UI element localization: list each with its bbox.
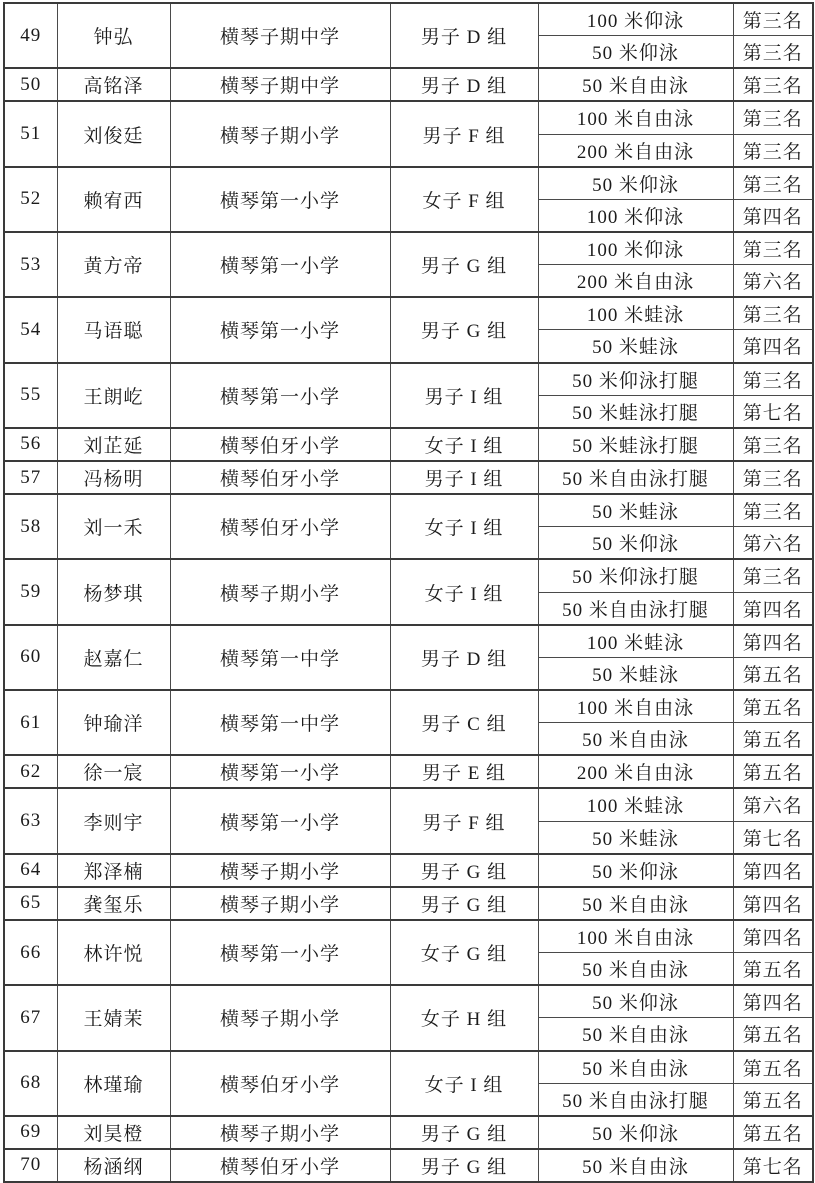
cell-number: 58	[4, 494, 57, 559]
cell-group: 男子 I 组	[390, 363, 538, 428]
cell-name: 林许悦	[57, 920, 170, 985]
cell-rank: 第四名	[733, 625, 813, 658]
cell-name: 龚玺乐	[57, 887, 170, 920]
cell-event: 100 米蛙泳	[538, 297, 733, 330]
table-row	[4, 625, 813, 658]
cell-rank: 第四名	[733, 330, 813, 363]
cell-rank: 第三名	[733, 494, 813, 527]
cell-name: 黄方帝	[57, 232, 170, 297]
cell-group: 女子 I 组	[390, 1051, 538, 1116]
cell-number: 54	[4, 297, 57, 362]
cell-group: 男子 E 组	[390, 755, 538, 788]
cell-group: 女子 I 组	[390, 494, 538, 559]
cell-rank: 第三名	[733, 461, 813, 494]
cell-event: 100 米仰泳	[538, 199, 733, 232]
cell-school: 横琴伯牙小学	[170, 1051, 390, 1116]
cell-name: 杨涵纲	[57, 1149, 170, 1182]
cell-rank: 第五名	[733, 1083, 813, 1116]
cell-event: 50 米自由泳	[538, 723, 733, 756]
cell-rank: 第四名	[733, 854, 813, 887]
cell-group: 女子 F 组	[390, 167, 538, 232]
cell-event: 50 米蛙泳	[538, 657, 733, 690]
cell-event: 50 米蛙泳	[538, 494, 733, 527]
cell-event: 50 米自由泳打腿	[538, 592, 733, 625]
cell-event: 50 米蛙泳	[538, 330, 733, 363]
table-row	[4, 363, 813, 396]
cell-number: 60	[4, 625, 57, 690]
cell-event: 50 米仰泳	[538, 854, 733, 887]
cell-event: 50 米蛙泳	[538, 821, 733, 854]
cell-event: 50 米自由泳打腿	[538, 461, 733, 494]
cell-event: 50 米自由泳	[538, 1149, 733, 1182]
cell-rank: 第三名	[733, 101, 813, 134]
cell-group: 男子 D 组	[390, 68, 538, 101]
cell-rank: 第五名	[733, 1018, 813, 1051]
cell-school: 横琴子期中学	[170, 3, 390, 68]
table-row	[4, 920, 813, 953]
cell-rank: 第三名	[733, 428, 813, 461]
cell-school: 横琴第一小学	[170, 755, 390, 788]
cell-group: 男子 F 组	[390, 788, 538, 853]
cell-group: 男子 I 组	[390, 461, 538, 494]
results-page	[3, 2, 812, 1183]
cell-group: 女子 G 组	[390, 920, 538, 985]
cell-group: 男子 C 组	[390, 690, 538, 755]
cell-school: 横琴子期小学	[170, 101, 390, 166]
cell-rank: 第四名	[733, 592, 813, 625]
cell-event: 50 米仰泳打腿	[538, 363, 733, 396]
table-row	[4, 985, 813, 1018]
cell-group: 男子 G 组	[390, 297, 538, 362]
cell-school: 横琴第一小学	[170, 297, 390, 362]
table-row	[4, 755, 813, 788]
cell-event: 100 米自由泳	[538, 920, 733, 953]
cell-event: 50 米自由泳	[538, 68, 733, 101]
cell-event: 100 米自由泳	[538, 690, 733, 723]
cell-event: 50 米蛙泳打腿	[538, 428, 733, 461]
cell-rank: 第三名	[733, 134, 813, 167]
cell-rank: 第三名	[733, 559, 813, 592]
cell-group: 女子 I 组	[390, 428, 538, 461]
cell-school: 横琴第一中学	[170, 690, 390, 755]
cell-name: 冯杨明	[57, 461, 170, 494]
cell-event: 200 米自由泳	[538, 755, 733, 788]
cell-event: 50 米仰泳	[538, 527, 733, 560]
cell-group: 男子 D 组	[390, 625, 538, 690]
cell-school: 横琴子期小学	[170, 887, 390, 920]
cell-rank: 第三名	[733, 68, 813, 101]
cell-school: 横琴子期小学	[170, 1116, 390, 1149]
cell-number: 59	[4, 559, 57, 624]
cell-rank: 第三名	[733, 167, 813, 200]
cell-event: 100 米仰泳	[538, 232, 733, 265]
table-row	[4, 232, 813, 265]
cell-name: 李则宇	[57, 788, 170, 853]
cell-school: 横琴第一小学	[170, 232, 390, 297]
cell-event: 50 米仰泳打腿	[538, 559, 733, 592]
cell-event: 100 米仰泳	[538, 3, 733, 36]
cell-name: 刘一禾	[57, 494, 170, 559]
cell-rank: 第七名	[733, 395, 813, 428]
cell-rank: 第五名	[733, 1051, 813, 1084]
table-row	[4, 788, 813, 821]
cell-name: 杨梦琪	[57, 559, 170, 624]
table-row	[4, 3, 813, 36]
table-row	[4, 167, 813, 200]
cell-event: 50 米自由泳	[538, 887, 733, 920]
cell-event: 200 米自由泳	[538, 134, 733, 167]
cell-number: 56	[4, 428, 57, 461]
cell-number: 50	[4, 68, 57, 101]
table-row	[4, 461, 813, 494]
cell-rank: 第六名	[733, 788, 813, 821]
cell-number: 70	[4, 1149, 57, 1182]
cell-group: 男子 G 组	[390, 232, 538, 297]
cell-event: 50 米蛙泳打腿	[538, 395, 733, 428]
cell-rank: 第四名	[733, 199, 813, 232]
cell-name: 郑泽楠	[57, 854, 170, 887]
table-row	[4, 1051, 813, 1084]
cell-group: 女子 H 组	[390, 985, 538, 1050]
cell-number: 63	[4, 788, 57, 853]
cell-group: 男子 F 组	[390, 101, 538, 166]
cell-rank: 第四名	[733, 985, 813, 1018]
cell-event: 50 米自由泳	[538, 953, 733, 986]
cell-event: 50 米仰泳	[538, 36, 733, 69]
cell-name: 钟弘	[57, 3, 170, 68]
cell-rank: 第五名	[733, 657, 813, 690]
cell-rank: 第三名	[733, 297, 813, 330]
cell-name: 赵嘉仁	[57, 625, 170, 690]
cell-school: 横琴子期小学	[170, 985, 390, 1050]
cell-event: 50 米仰泳	[538, 1116, 733, 1149]
cell-name: 徐一宸	[57, 755, 170, 788]
cell-group: 男子 D 组	[390, 3, 538, 68]
cell-group: 男子 G 组	[390, 1149, 538, 1182]
cell-school: 横琴第一小学	[170, 920, 390, 985]
cell-event: 100 米自由泳	[538, 101, 733, 134]
cell-rank: 第五名	[733, 755, 813, 788]
cell-rank: 第七名	[733, 821, 813, 854]
table-row	[4, 1116, 813, 1149]
cell-rank: 第三名	[733, 36, 813, 69]
cell-name: 高铭泽	[57, 68, 170, 101]
results-table-body	[4, 3, 813, 1182]
cell-rank: 第五名	[733, 690, 813, 723]
cell-rank: 第五名	[733, 953, 813, 986]
cell-rank: 第五名	[733, 1116, 813, 1149]
cell-school: 横琴第一小学	[170, 167, 390, 232]
table-row	[4, 101, 813, 134]
cell-number: 49	[4, 3, 57, 68]
cell-number: 64	[4, 854, 57, 887]
cell-number: 53	[4, 232, 57, 297]
cell-rank: 第五名	[733, 723, 813, 756]
cell-number: 68	[4, 1051, 57, 1116]
table-row	[4, 887, 813, 920]
cell-event: 50 米仰泳	[538, 167, 733, 200]
table-row	[4, 494, 813, 527]
cell-rank: 第六名	[733, 265, 813, 298]
cell-event: 50 米自由泳	[538, 1051, 733, 1084]
cell-event: 100 米蛙泳	[538, 625, 733, 658]
cell-group: 女子 I 组	[390, 559, 538, 624]
cell-school: 横琴子期中学	[170, 68, 390, 101]
cell-name: 刘俊廷	[57, 101, 170, 166]
cell-number: 69	[4, 1116, 57, 1149]
cell-number: 67	[4, 985, 57, 1050]
cell-name: 王朗屹	[57, 363, 170, 428]
cell-group: 男子 G 组	[390, 1116, 538, 1149]
cell-event: 50 米仰泳	[538, 985, 733, 1018]
table-row	[4, 1149, 813, 1182]
cell-school: 横琴伯牙小学	[170, 494, 390, 559]
cell-event: 50 米自由泳	[538, 1018, 733, 1051]
cell-school: 横琴第一小学	[170, 788, 390, 853]
swim-results-table	[3, 2, 814, 1183]
cell-group: 男子 G 组	[390, 854, 538, 887]
cell-rank: 第七名	[733, 1149, 813, 1182]
table-row	[4, 854, 813, 887]
table-row	[4, 428, 813, 461]
cell-rank: 第三名	[733, 3, 813, 36]
cell-rank: 第三名	[733, 232, 813, 265]
cell-name: 刘昊橙	[57, 1116, 170, 1149]
cell-number: 66	[4, 920, 57, 985]
cell-number: 51	[4, 101, 57, 166]
cell-school: 横琴子期小学	[170, 854, 390, 887]
cell-rank: 第三名	[733, 363, 813, 396]
cell-rank: 第四名	[733, 920, 813, 953]
table-row	[4, 297, 813, 330]
cell-name: 钟瑜洋	[57, 690, 170, 755]
table-row	[4, 559, 813, 592]
cell-rank: 第四名	[733, 887, 813, 920]
cell-name: 刘芷延	[57, 428, 170, 461]
cell-school: 横琴第一小学	[170, 363, 390, 428]
cell-school: 横琴伯牙小学	[170, 461, 390, 494]
cell-number: 57	[4, 461, 57, 494]
cell-name: 马语聪	[57, 297, 170, 362]
table-row	[4, 690, 813, 723]
cell-event: 200 米自由泳	[538, 265, 733, 298]
cell-group: 男子 G 组	[390, 887, 538, 920]
cell-number: 52	[4, 167, 57, 232]
cell-number: 61	[4, 690, 57, 755]
cell-school: 横琴第一中学	[170, 625, 390, 690]
cell-name: 林瑾瑜	[57, 1051, 170, 1116]
cell-event: 50 米自由泳打腿	[538, 1083, 733, 1116]
cell-number: 62	[4, 755, 57, 788]
cell-rank: 第六名	[733, 527, 813, 560]
cell-school: 横琴伯牙小学	[170, 1149, 390, 1182]
cell-name: 赖宥西	[57, 167, 170, 232]
table-row	[4, 68, 813, 101]
cell-number: 55	[4, 363, 57, 428]
cell-school: 横琴子期小学	[170, 559, 390, 624]
cell-school: 横琴伯牙小学	[170, 428, 390, 461]
cell-event: 100 米蛙泳	[538, 788, 733, 821]
cell-number: 65	[4, 887, 57, 920]
cell-name: 王婧茉	[57, 985, 170, 1050]
